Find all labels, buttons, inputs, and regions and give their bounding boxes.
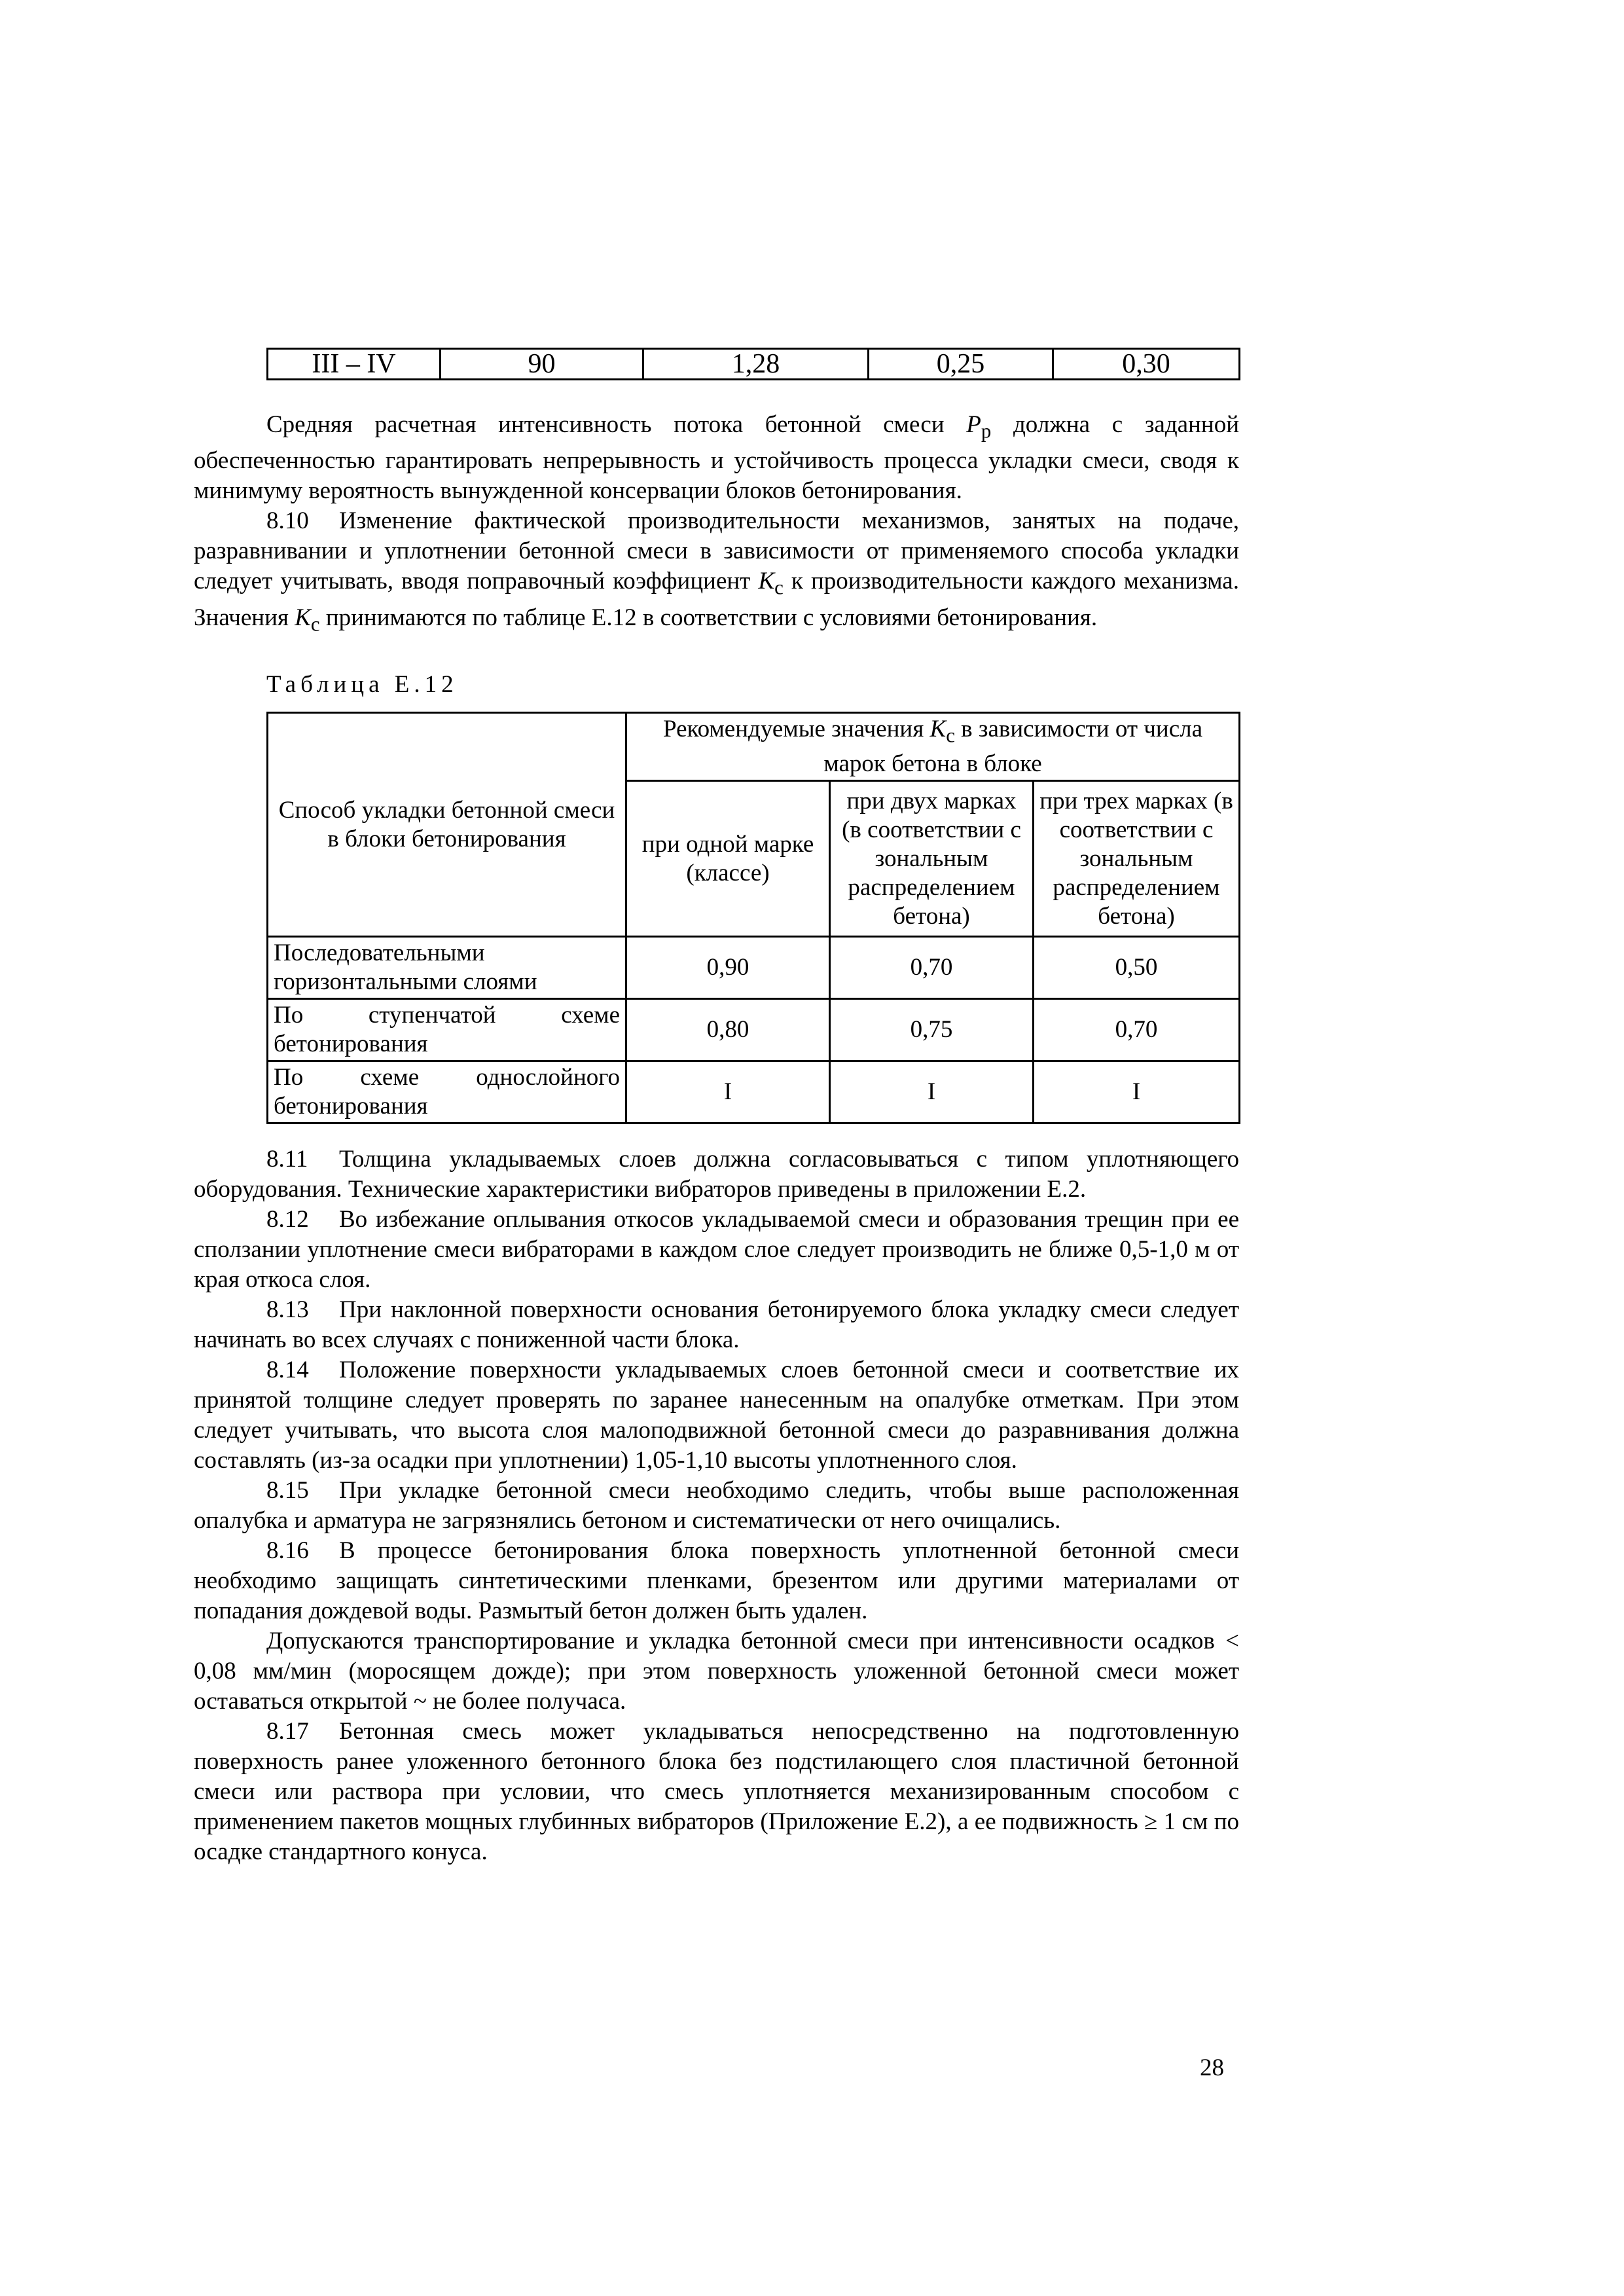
section-number: 8.15	[266, 1477, 309, 1504]
section-number: 8.16	[266, 1537, 309, 1564]
paragraph-intensity: Средняя расчетная интенсивность потока бетонной смеси $P_р$ должна с заданной обеспеченностью гарантировать непрерывность и устойчивость процесса укладки смеси, сводя к минимуму вероятность вынужденной консервации блоков бетонирования.	[194, 411, 1240, 505]
page-number: 28	[1200, 2054, 1224, 2081]
row-method: По схеме однослойного бетонирования	[268, 1061, 626, 1123]
section-number: 8.11	[266, 1146, 308, 1173]
table-row	[268, 999, 1240, 1061]
section-number: 8.14	[266, 1357, 309, 1383]
column-header-one-grade: при одной марке (классе)	[626, 781, 830, 937]
column-header-two-grades: при двух марках (в соответствии с зональным распределением бетона)	[830, 781, 1034, 937]
column-header-three-grades: при трех марках (в соответствии с зональным распределением бетона)	[1034, 781, 1240, 937]
table-cell: III – IV	[268, 349, 441, 380]
symbol-p: P	[966, 411, 981, 438]
value-two-grades: 0,70	[830, 937, 1034, 999]
paragraph-8-12: 8.12 Во избежание оплывания откосов укладываемой смеси и образования трещин при ее сползании уплотнение смеси вибраторами в каждом слое следует производить не ближе 0,5-1,0 м от края откоса слоя.	[194, 1206, 1239, 1293]
paragraph-8-10: 8.10 Изменение фактической производительности механизмов, занятых на подаче, разравнивании и уплотнении бетонной смеси в зависимости от применяемого способа укладки следует учитывать, вводя поправочный коэффициент $K_c$ к производительности каждого механизма. Значения $K_c$ принимаются по таблице Е.12 в соответствии с условиями бетонирования.	[194, 507, 1239, 636]
table-caption: Таблица Е.12	[266, 671, 458, 698]
table-fragment	[266, 348, 1240, 380]
value-one-grade: 0,80	[626, 999, 830, 1061]
section-number: 8.10	[266, 507, 309, 535]
paragraph-precipitation: Допускаются транспортирование и укладка бетонной смеси при интенсивности осадков < 0,08 мм/мин (моросящем дожде); при этом поверхность уложенной бетонной смеси может оставаться открытой ~ не более получаса.	[194, 1628, 1239, 1715]
paragraph-8-15: 8.15 При укладке бетонной смеси необходимо следить, чтобы выше расположенная опалубка и арматура не загрязнялись бетоном и систематически от него очищались.	[194, 1477, 1239, 1534]
column-header-method: Способ укладки бетонной смеси в блоки бетонирования	[268, 713, 626, 937]
column-group-header: Рекомендуемые значения $K_c$ в зависимости от числа марок бетона в блоке	[626, 713, 1240, 781]
value-one-grade: 0,90	[626, 937, 830, 999]
value-two-grades: 0,75	[830, 999, 1034, 1061]
row-method: Последовательными горизонтальными слоями	[268, 937, 626, 999]
paragraph-8-13: 8.13 При наклонной поверхности основания бетонируемого блока укладку смеси следует начинать во всех случаях с пониженной части блока.	[194, 1296, 1239, 1353]
section-number: 8.13	[266, 1296, 309, 1323]
paragraph-8-11: 8.11 Толщина укладываемых слоев должна согласовываться с типом уплотняющего оборудования. Технические характеристики вибраторов приведены в приложении Е.2.	[194, 1146, 1239, 1203]
table-e12	[266, 712, 1240, 1124]
value-three-grades: 0,50	[1034, 937, 1240, 999]
paragraph-8-17: 8.17 Бетонная смесь может укладываться непосредственно на подготовленную поверхность ранее уложенного бетонного блока без подстилающего слоя пластичной бетонной смеси или раствора при условии, что смесь уплотняется механизированным способом с применением пакетов мощных глубинных вибраторов (Приложение Е.2), а ее подвижность ≥ 1 см по осадке стандартного конуса.	[194, 1718, 1239, 1865]
symbol-p-sub: р	[981, 420, 992, 443]
table-row	[268, 349, 1240, 380]
value-three-grades: 0,70	[1034, 999, 1240, 1061]
value-three-grades: I	[1034, 1061, 1240, 1123]
text-block-lower	[194, 1144, 1239, 1867]
value-two-grades: I	[830, 1061, 1034, 1123]
paragraph-8-14: 8.14 Положение поверхности укладываемых слоев бетонной смеси и соответствие их принятой толщине следует проверять по заранее нанесенным на опалубке отметкам. При этом следует учитывать, что высота слоя малоподвижной бетонной смеси до разравнивания должна составлять (из-за осадки при уплотнении) 1,05-1,10 высоты уплотненного слоя.	[194, 1357, 1239, 1474]
table-cell: 0,25	[869, 349, 1053, 380]
table-cell: 90	[441, 349, 643, 380]
row-method: По ступенчатой схеме бетонирования	[268, 999, 626, 1061]
table-cell: 0,30	[1053, 349, 1240, 380]
table-header-row	[268, 713, 1240, 781]
table-cell: 1,28	[643, 349, 869, 380]
section-number: 8.17	[266, 1718, 309, 1745]
value-one-grade: I	[626, 1061, 830, 1123]
paragraph-8-16: 8.16 В процессе бетонирования блока поверхность уплотненной бетонной смеси необходимо защищать синтетическими пленками, брезентом или другими материалами от попадания дождевой воды. Размытый бетон должен быть удален.	[194, 1537, 1239, 1624]
section-number: 8.12	[266, 1206, 309, 1233]
table-row	[268, 1061, 1240, 1123]
table-row	[268, 937, 1240, 999]
text-block-upper	[194, 410, 1239, 639]
